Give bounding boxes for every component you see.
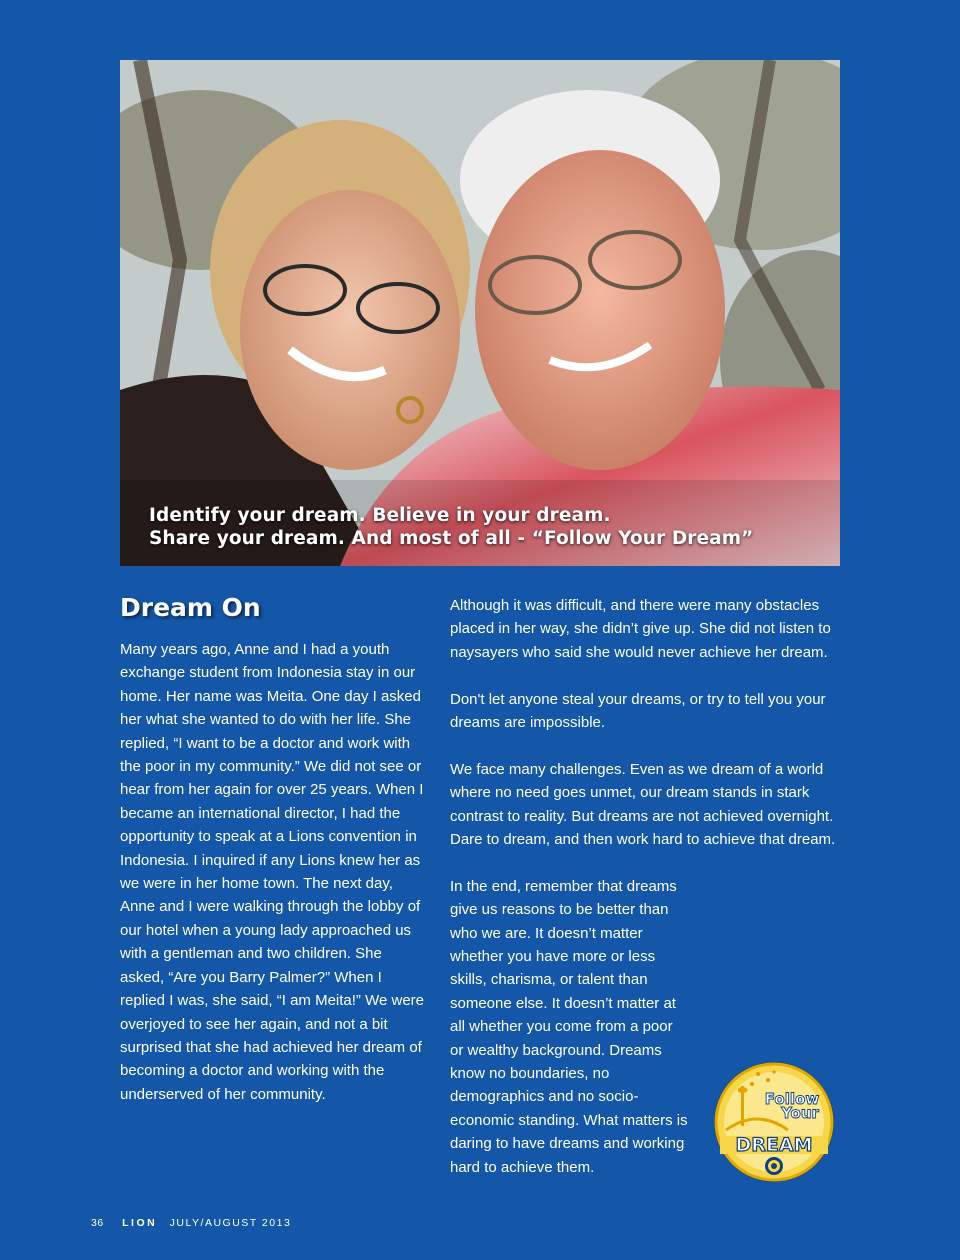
article-headline: Dream On (120, 593, 261, 622)
magazine-name: LION (122, 1217, 158, 1229)
photo-caption (149, 504, 839, 550)
lions-emblem-icon (765, 1157, 783, 1175)
hero-photo (120, 60, 840, 566)
left-paragraph: Many years ago, Anne and I had a youth exchange student from Indonesia stay in our home. Her name was Meita. One day I asked her what she wanted to do with her life. She replied, “I want to be a doctor and work with the poor in my community.” We did not see or hear from her again for over 25 years. When I became an international director, I had the opportunity to speak at a Lions convention in Indonesia. I inquired if any Lions knew her as we were in her home town. The next day, Anne and I were walking through the lobby of our hotel when a young lady approached us with a gentleman and two children. She asked, “Are you Barry Palmer?” When I replied I was, she said, “I am Meita!” We were overjoyed to see her again, and not a bit surprised that she had achieved her dream of becoming a doctor and working with the underserved of her community. (120, 641, 424, 1103)
right-paragraph-3: We face many challenges. Even as we dream of a world where no need goes unmet, our dream stands in stark contrast to reality. But dreams are not achieved overnight. Dare to dream, and then work hard to achieve that dream. (450, 760, 836, 849)
right-paragraph-4: In the end, remember that dreams give us reasons to be better than who we are. It doesn’t matter whether you have more or less skills, charisma, or talent than someone else. It doesn’t matter at all whether you come from a poor or wealthy background. Dreams know no boundaries, no demographics and no socio-economic standing. What matters is daring to have dreams and working hard to achieve them. (450, 877, 688, 1176)
page-footer (91, 1217, 291, 1229)
caption-line-2: Share your dream. And most of all - “Follow Your Dream” (149, 528, 754, 549)
right-paragraph-1: Although it was difficult, and there were many obstacles placed in her way, she didn’t give up. She did not listen to naysayers who said she would never achieve her dream. (450, 597, 831, 661)
caption-line-1: Identify your dream. Believe in your dream. (149, 505, 611, 526)
issue-date: JULY/AUGUST 2013 (169, 1217, 292, 1229)
badge-graphic (712, 1060, 836, 1184)
follow-your-dream-badge (712, 1060, 836, 1184)
right-paragraph-2: Don't let anyone steal your dreams, or try to tell you your dreams are impossible. (450, 690, 826, 732)
left-column (120, 592, 425, 1106)
badge-text-follow: Follow (764, 1090, 820, 1108)
couple-photo-illustration (120, 60, 840, 566)
page-number: 36 (91, 1217, 104, 1229)
badge-text-dream: DREAM (735, 1134, 813, 1156)
badge-text-your: Your (781, 1104, 819, 1122)
